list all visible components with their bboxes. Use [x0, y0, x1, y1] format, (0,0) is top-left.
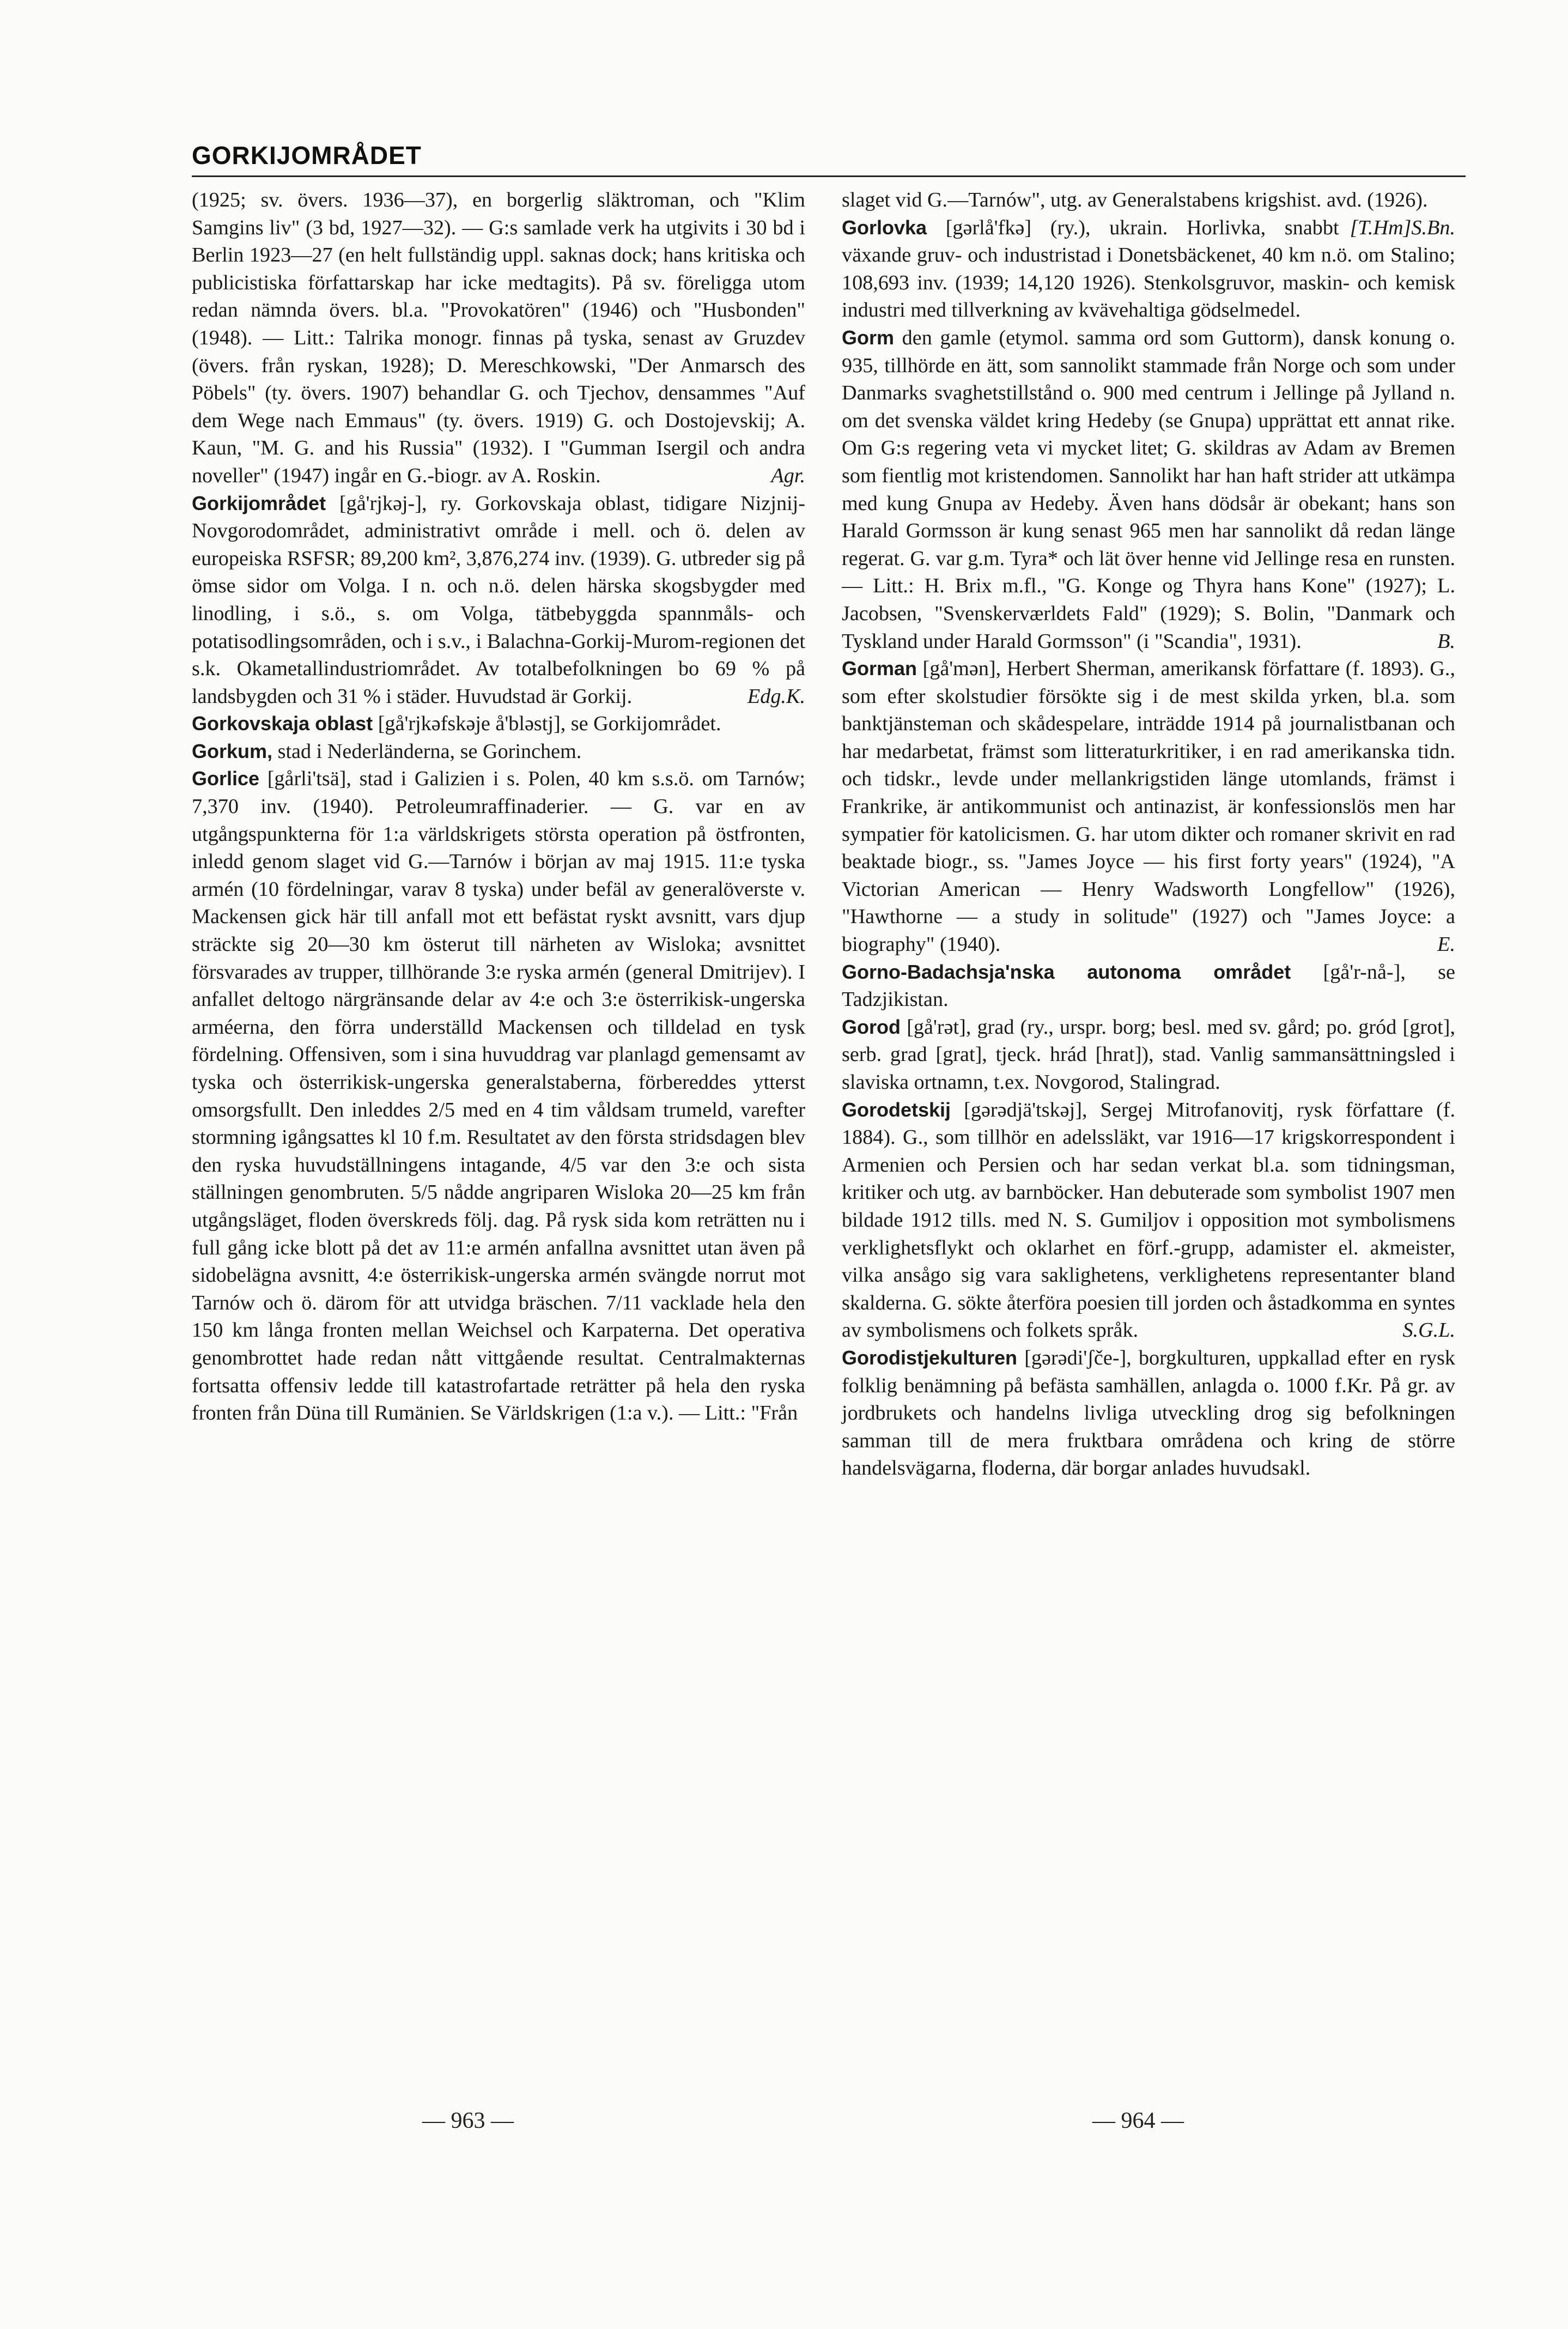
- entry-gorman: [842, 655, 1455, 959]
- entry-gorm: [842, 324, 1455, 655]
- entry-gorodistjekulturen: [842, 1344, 1455, 1482]
- entry-text: [gårli'tsä], stad i Galizien i s. Polen, 40 km s.s.ö. om Tarnów; 7,370 inv. (1940). Petroleumraffinaderier. — G. var en av utgångspunkterna för 1:a världskrigets största operation på östfronten, inledd genom slaget vid G.—Tarnów i början av maj 1915. 11:e tyska armén (10 fördelningar, varav 8 tyska) under befäl av generalöverste v. Mackensen gick här till anfall mot ett befästat ryskt avsnitt, vars djup sträckte sig 20—30 km österut till närheten av Wisloka; avsnittet försvarades av trupper, tillhörande 3:e ryska armén (general Dmitrijev). I anfallet deltogo närgränsande delar av 4:e och 3:e österrikisk-ungerska arméerna, den förra underställd Mackensen och tilldelad en tysk fördelning. Offensiven, som i sina huvuddrag var planlagd gemensamt av tyska och österrikisk-ungerska generalstaberna, förbereddes ytterst omsorgsfullt. Den inleddes 2/5 med en 4 tim våldsam trumeld, varefter stormning igångsattes kl 10 f.m. Resultatet av den första stridsdagen blev den ryska huvudställningens intagande, 4/5 var den 3:e och sista ställningen genombruten. 5/5 nådde angriparen Wisloka 20—25 km från utgångsläget, floden överskreds följ. dag. På rysk sida kom reträtten nu i full gång icke blott på det av 11:e armén anfallna avsnittet utan även på sidobelägna avsnitt, 4:e österrikisk-ungerska armén svängde norrut mot Tarnów och ö. därom för att utvidga bräschen. 7/11 vacklade hela den 150 km långa fronten mellan Weichsel och Karpaterna. Det operativa genombrottet hade redan nått vittgående resultat. Centralmakternas fortsatta offensiv ledde till katastrofartade reträtter på hela den ryska fronten från Düna till Rumänien. Se Världskrigen (1:a v.). — Litt.: "Från: [192, 767, 806, 1425]
- entry-text: slaget vid G.—Tarnów", utg. av Generalstabens krigshist. avd. (1926).: [842, 189, 1428, 211]
- entry-gorlice: [192, 765, 805, 1427]
- entry-text: den gamle (etymol. samma ord som Guttorm), dansk konung o. 935, tillhörde en ätt, som sannolikt stammade från Norge och som under Danmarks svaghetstillstånd o. 900 med centrum i Jellinge på Jylland n. om det svenska väldet kring Hedeby (se Gnupa) upprättat ett annat rike. Om G:s regering veta vi mycket litet; G. skildras av Adam av Bremen som fientlig mot kristendomen. Sannolikt har han haft strider att utkämpa med kung Gnupa av Hedeby. Även hans dödsår är obekant; hans son Harald Gormsson är kung senast 965 men har sannolikt då redan länge regerat. G. var g.m. Tyra* och lät över henne vid Jellinge resa en runsten. — Litt.: H. Brix m.fl., "G. Konge og Thyra hans Kone" (1927); L. Jacobsen, "Svenskerværldets Fald" (1929); S. Bolin, "Danmark och Tyskland under Harald Gormsson" (i "Scandia", 1931).: [842, 326, 1455, 653]
- entry-gorkovskaja-oblast: [192, 710, 805, 738]
- left-column: [192, 186, 805, 1427]
- running-head: GORKIJOMRÅDET: [192, 141, 422, 169]
- entry-signature: S.G.L.: [1402, 1319, 1455, 1342]
- entry-headword: Gorkum,: [192, 739, 273, 762]
- entry-headword: Gorman: [842, 657, 917, 680]
- entry-headword: Gorno-Badachsja'nska autonoma området: [842, 960, 1291, 983]
- entry-gorno-badachsjanska: [842, 959, 1455, 1014]
- entry-headword: Gorodistjekulturen: [842, 1346, 1018, 1369]
- entry-gorkij-continued: [192, 186, 805, 490]
- entry-text: [gərədi'ʃče-], borgkulturen, uppkallad efter en rysk folklig benämning på befästa samhällen, anlagda o. 1000 f.Kr. På gr. av jordbrukets och handelns livliga utveckling drog sig befolkningen samman till de mera fruktbara områdena och kring de större handelsvägarna, floderna, där borgar anlades huvudsakl.: [842, 1346, 1456, 1480]
- right-column: [842, 186, 1455, 1482]
- entry-headword: Gorkovskaja oblast: [192, 712, 373, 735]
- header-rule: [192, 175, 1466, 177]
- entry-signature: E.: [1437, 933, 1455, 956]
- entry-headword: Gorod: [842, 1015, 901, 1038]
- entry-signature: B.: [1437, 629, 1455, 653]
- entry-signature: [T.Hm]S.Bn.: [1350, 216, 1455, 239]
- entry-text: [gå'rət], grad (ry., urspr. borg; besl. med sv. gård; po. gród [grot], serb. grad [grat], tjeck. hrád [hrat]), stad. Vanlig sammansättningsled i slaviska ortnamn, t.ex. Novgorod, Stalingrad.: [842, 1015, 1456, 1094]
- entry-signature: Agr.: [771, 464, 805, 487]
- entry-headword: Gorlovka: [842, 216, 927, 239]
- entry-gorod: [842, 1014, 1455, 1096]
- entry-text: [gå'rjkəj-], ry. Gorkovskaja oblast, tidigare Nizjnij-Novgorodområdet, administrativt område i mell. och ö. delen av europeiska RSFSR; 89,200 km², 3,876,274 inv. (1939). G. utbreder sig på ömse sidor om Volga. I n. och n.ö. delen härska skogsbygder med linodling, i s.ö., s. om Volga, tätbebyggda spannmåls- och potatisodlingsområden, och i s.v., i Balachna-Gorkij-Murom-regionen det s.k. Okametallindustriområdet. Av totalbefolkningen bo 69 % på landsbygden och 31 % i städer. Huvudstad är Gorkij.: [192, 492, 805, 708]
- entry-gorkum: [192, 738, 805, 766]
- entry-text: [gå'r-nå-], se Tadzjikistan.: [842, 960, 1455, 1011]
- entry-gorkijomradet: [192, 490, 805, 711]
- entry-headword: Gorkijområdet: [192, 492, 326, 514]
- entry-text: [gå'rjkəfskəje å'bləstj], se Gorkijområdet.: [378, 712, 721, 736]
- entry-text: [gərlå'fkə] (ry.), ukrain. Horlivka, snabbt växande gruv- och industristad i Donetsbäckenet, 40 km n.ö. om Stalino; 108,693 inv. (1939; 14,120 1926). Stenkolsgruvor, maskin- och kemisk industri med tillverkning av kvävehaltiga gödselmedel.: [842, 216, 1455, 322]
- entry-signature: Edg.K.: [747, 684, 805, 708]
- entry-headword: Gorodetskij: [842, 1098, 951, 1121]
- entry-text: stad i Nederländerna, se Gorinchem.: [277, 739, 582, 763]
- page-number-right: — 964 —: [1092, 2108, 1184, 2133]
- entry-text: (1925; sv. övers. 1936—37), en borgerlig släktroman, och "Klim Samgins liv" (3 bd, 1927—32). — G:s samlade verk ha utgivits i 30 bd i Berlin 1923—27 (en helt fullständig uppl. saknas dock; hans kritiska och publicistiska författarskap har icke medtagits). På sv. föreligga utom redan nämnda övers. bl.a. "Provokatören" (1946) och "Husbonden" (1948). — Litt.: Talrika monogr. finnas på tyska, senast av Gruzdev (övers. från ryskan, 1928); D. Mereschkowski, "Der Anmarsch des Pöbels" (ty. övers. 1907) behandlar G. och Tjechov, densammes "Auf dem Wege nach Emmaus" (ty. övers. 1919) G. och Dostojevskij; A. Kaun, "M. G. and his Russia" (1932). I "Gumman Isergil och andra noveller" (1947) ingår en G.-biogr. av A. Roskin.: [192, 189, 805, 487]
- entry-text: [gå'mən], Herbert Sherman, amerikansk författare (f. 1893). G., som efter skolstudier försökte sig i de mest skilda yrken, bl.a. som banktjänsteman och skådespelare, inträdde 1914 på journalistbanan och har medarbetat, främst som litteraturkritiker, i en rad amerikanska tidn. och tidskr., levde under mellankrigstiden länge utomlands, främst i Frankrike, är antikommunist och antinazist, är konfessionslös men har sympatier för katolicismen. G. har utom dikter och romaner skrivit en rad beaktade biogr., ss. "James Joyce — his first forty years" (1924), "A Victorian American — Henry Wadsworth Longfellow" (1926), "Hawthorne — a study in solitude" (1927) och "James Joyce: a biography" (1940).: [842, 657, 1455, 956]
- entry-text: [gərədjä'tskəj], Sergej Mitrofanovitj, rysk författare (f. 1884). G., som tillhör en adelssläkt, var 1916—17 krigskorrespondent i Armenien och Persien och har sedan verkat bl.a. som tidningsman, kritiker och utg. av barnböcker. Han debuterade som symbolist 1907 men bildade 1912 tills. med N. S. Gumiljov i opposition mot symbolismens verklighetsflykt och oklarhet en förf.-grupp, adamister el. akmeister, vilka ansågo sig vara saklighetens, verklighetens representanter bland skalderna. G. sökte återföra poesien till jorden och åstadkomma en syntes av symbolismens och folkets språk.: [842, 1098, 1455, 1342]
- entry-headword: Gorlice: [192, 767, 260, 790]
- entry-gorodetskij: [842, 1096, 1455, 1344]
- entry-headword: Gorm: [842, 326, 895, 349]
- page-number-left: — 963 —: [422, 2108, 514, 2133]
